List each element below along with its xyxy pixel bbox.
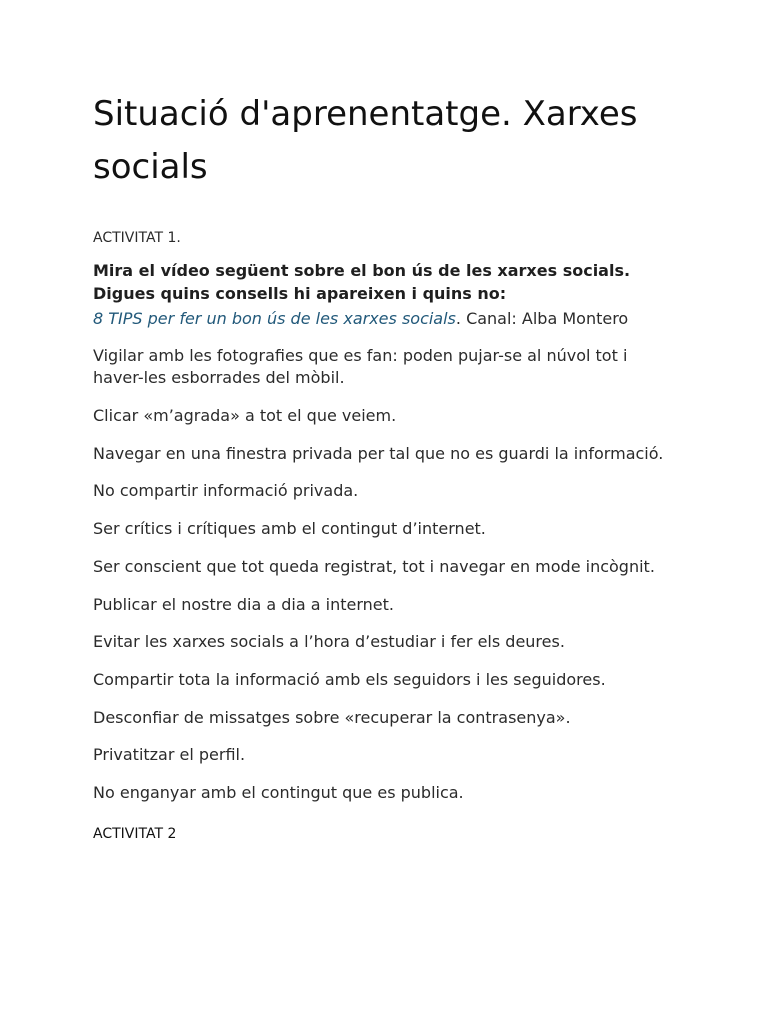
tip-item: Evitar les xarxes socials a l’hora d’estudiar i fer els deures.	[93, 632, 565, 652]
tip-item: Vigilar amb les fotografies que es fan: poden pujar-se al núvol tot i haver-les esborrades del mòbil.	[93, 345, 628, 388]
activity-2-label: ACTIVITAT 2	[93, 825, 177, 842]
video-source	[93, 308, 670, 331]
tip-item: Publicar el nostre dia a dia a internet.	[93, 594, 394, 614]
tip-item: Compartir tota la informació amb els seguidors i les seguidores.	[93, 669, 606, 689]
tip-item: Ser crítics i crítiques amb el contingut d’internet.	[93, 519, 486, 539]
tip-item: Clicar «m’agrada» a tot el que veiem.	[93, 405, 397, 425]
page-title: Situació d'aprenentatge. Xarxes socials	[93, 94, 638, 188]
video-link[interactable]: 8 TIPS per fer un bon ús de les xarxes socials	[93, 308, 456, 328]
tip-item: Desconfiar de missatges sobre «recuperar la contrasenya».	[93, 707, 571, 727]
tip-item: No enganyar amb el contingut que es publica.	[93, 783, 464, 803]
tips-list	[93, 345, 670, 805]
video-channel-text: . Canal: Alba Montero	[455, 308, 629, 328]
activity-instruction: Mira el vídeo següent sobre el bon ús de les xarxes socials. Digues quins consells hi apareixen i quins no:	[93, 261, 631, 304]
tip-item: Ser conscient que tot queda registrat, tot i navegar en mode incògnit.	[93, 556, 655, 576]
activity-1-label: ACTIVITAT 1.	[93, 229, 181, 246]
tip-item: Privatitzar el perfil.	[93, 745, 246, 765]
tip-item: Navegar en una finestra privada per tal que no es guardi la informació.	[93, 443, 664, 463]
tip-item: No compartir informació privada.	[93, 481, 359, 501]
